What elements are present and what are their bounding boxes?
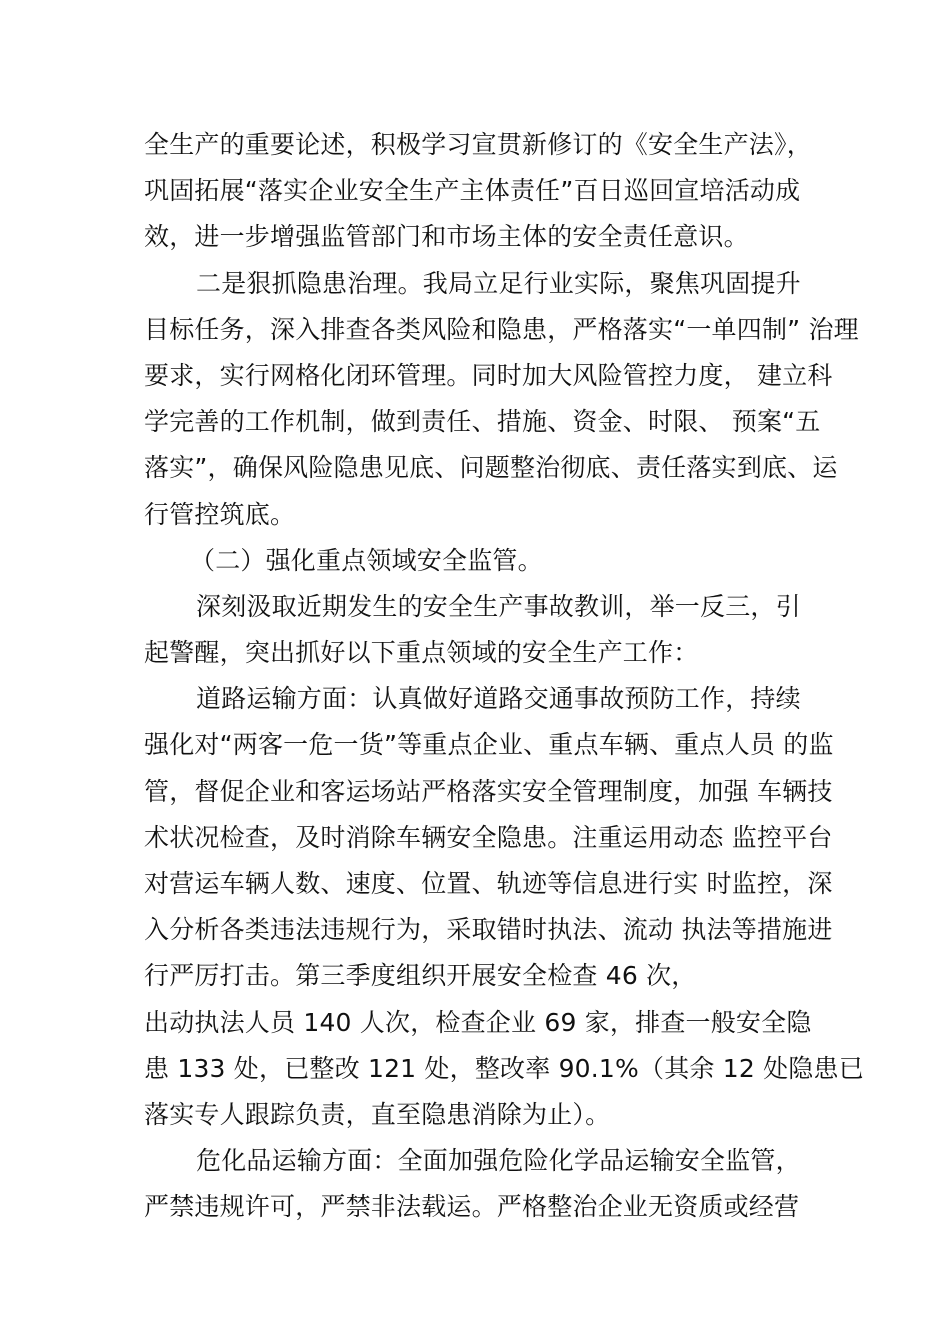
text-line: 巩固拓展“落实企业安全生产主体责任”百日巡回宣培活动成 [144,176,801,206]
text-line: 要求，实行网格化闭环管理。同时加大风险管控力度， 建立科 [144,360,833,390]
text-line: 行管控筑底。 [144,499,296,529]
text-line: 患 133 处，已整改 121 处，整改率 90.1%（其余 12 处隐患已 [144,1053,864,1083]
paragraph-start-line: 危化品运输方面：全面加强危险化学品运输安全监管， [196,1146,801,1176]
text-line: 行严厉打击。第三季度组织开展安全检查 46 次， [144,961,697,991]
text-line: 学完善的工作机制，做到责任、措施、资金、时限、 预案“五 [144,407,821,437]
paragraph-start-line: 深刻汲取近期发生的安全生产事故教训，举一反三，引 [196,591,801,621]
document-body [144,122,864,1231]
text-line: 全生产的重要论述，积极学习宣贯新修订的《安全生产法》， [144,130,812,159]
text-line: 对营运车辆人数、速度、位置、轨迹等信息进行实 时监控，深 [144,869,833,898]
text-line: 术状况检查，及时消除车辆安全隐患。注重运用动态 监控平台 [144,822,833,852]
paragraph-start-line: 二是狠抓隐患治理。我局立足行业实际，聚焦巩固提升 [196,268,801,298]
text-line: 效，进一步增强监管部门和市场主体的安全责任意识。 [144,222,749,252]
text-line: 落实”，确保风险隐患见底、问题整治彻底、责任落实到底、运 [144,453,838,483]
text-line: 强化对“两客一危一货”等重点企业、重点车辆、重点人员 的监 [144,730,834,760]
text-line: 严禁违规许可，严禁非法载运。严格整治企业无资质或经营 [144,1192,800,1222]
text-line: 起警醒，突出抓好以下重点领域的安全生产工作： [144,638,699,668]
text-line: 出动执法人员 140 人次，检查企业 69 家，排查一般安全隐 [144,1007,812,1037]
section-heading: （二）强化重点领域安全监管。 [190,545,543,575]
text-line: 管，督促企业和客运场站严格落实安全管理制度，加强 车辆技 [144,776,833,806]
text-line: 目标任务，深入排查各类风险和隐患，严格落实“一单四制” 治理 [144,314,859,344]
paragraph-start-line: 道路运输方面：认真做好道路交通事故预防工作，持续 [196,684,801,714]
text-line: 落实专人跟踪负责，直至隐患消除为止）。 [144,1099,611,1129]
text-line: 入分析各类违法违规行为，采取错时执法、流动 执法等措施进 [144,915,833,945]
